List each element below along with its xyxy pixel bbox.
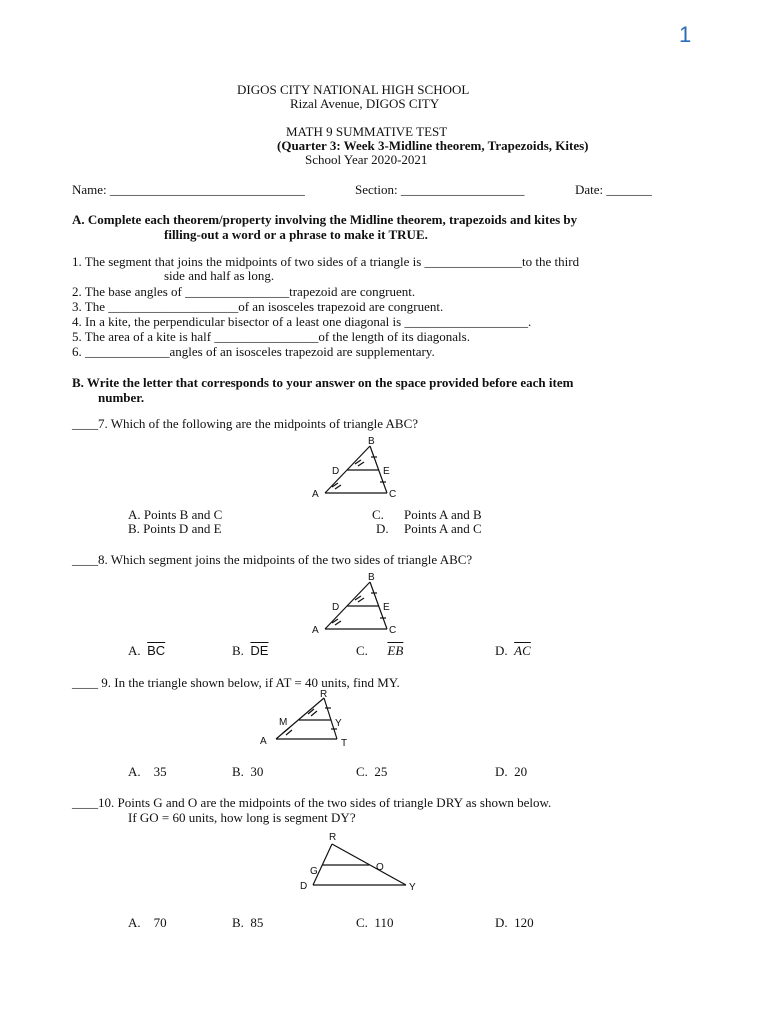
section-b-instruction-line2: number. xyxy=(98,390,145,405)
q9-label-a: A xyxy=(260,736,267,747)
q9-tick xyxy=(283,728,289,733)
q7-tick xyxy=(358,462,364,466)
q8-label-d: D xyxy=(332,602,340,613)
q8-label-b: B xyxy=(368,572,375,583)
q8-choice-b-segment: $\overline{DE}$ xyxy=(250,643,269,658)
section-a-instruction xyxy=(72,212,577,228)
q9-choice-c[interactable] xyxy=(356,764,387,780)
q9-choice-c-value: 25 xyxy=(374,764,388,779)
q9-choice-a-value: 35 xyxy=(153,764,167,779)
q10-choice-b-letter: B. xyxy=(232,915,244,930)
q10-label-g: G xyxy=(310,866,318,877)
question-7: ____7. Which of the following are the midpoints of triangle ABC? xyxy=(72,416,419,431)
q8-choice-a-segment: $\overline{BC}$ xyxy=(147,643,166,658)
page-number: 1 xyxy=(679,22,692,47)
q10-choice-c-value: 110 xyxy=(374,915,394,930)
q7-label-d: D xyxy=(332,466,340,477)
q7-label-a: A xyxy=(312,489,319,500)
question-10: ____10. Points G and O are the midpoints of the two sides of triangle DRY as shown below. xyxy=(72,795,552,810)
q10-triangle-figure xyxy=(296,830,426,894)
q8-triangle-figure xyxy=(305,572,405,638)
q7-choice-c-letter[interactable]: C. xyxy=(372,507,384,522)
q8-choice-d-letter: D. xyxy=(495,643,508,658)
q7-label-e: E xyxy=(383,466,390,477)
q8-choice-a-letter: A. xyxy=(128,643,141,658)
q9-tick xyxy=(311,711,317,716)
question-8: ____8. Which segment joins the midpoints of the two sides of triangle ABC? xyxy=(72,552,473,567)
date-field[interactable]: Date: _______ xyxy=(575,182,652,197)
q8-tick xyxy=(358,598,364,602)
q8-label-a: A xyxy=(312,625,319,636)
q9-label-r: R xyxy=(320,689,328,700)
q8-choice-d[interactable] xyxy=(495,643,531,659)
q9-triangle-figure xyxy=(256,688,360,750)
section-a-instruction-line1: . Complete each theorem/property involving the Midline theorem, trapezoids and kites by xyxy=(81,212,578,227)
section-a-label: A xyxy=(72,212,82,227)
q7-tick xyxy=(335,485,341,489)
item-6: 6. _____________angles of an isosceles trapezoid are supplementary. xyxy=(72,344,435,359)
school-year: School Year 2020-2021 xyxy=(305,152,428,167)
q10-choice-b[interactable] xyxy=(232,915,263,931)
item-1-cont: side and half as long. xyxy=(164,268,275,283)
q9-choice-b[interactable] xyxy=(232,764,263,780)
q9-choice-b-value: 30 xyxy=(250,764,264,779)
item-5: 5. The area of a kite is half ________________of the length of its diagonals. xyxy=(72,329,470,344)
q9-choice-d-letter: D. xyxy=(495,764,508,779)
name-field[interactable]: Name: ______________________________ xyxy=(72,182,305,197)
q10-label-y: Y xyxy=(409,882,416,893)
q8-choice-a[interactable] xyxy=(128,643,165,659)
q8-label-c: C xyxy=(389,625,397,636)
q9-label-y: Y xyxy=(335,718,342,729)
q9-label-m: M xyxy=(279,717,288,728)
q7-choice-a[interactable]: A. Points B and C xyxy=(128,507,223,522)
q8-label-e: E xyxy=(383,602,390,613)
q8-choice-c-letter: C. xyxy=(356,643,368,658)
q9-choice-a-letter: A. xyxy=(128,764,141,779)
q9-tick xyxy=(286,730,292,735)
question-10-line2: If GO = 60 units, how long is segment DY? xyxy=(128,810,356,825)
q9-choice-d[interactable] xyxy=(495,764,527,780)
q10-choice-c-letter: C. xyxy=(356,915,368,930)
q7-choice-d[interactable]: Points A and C xyxy=(404,521,482,536)
q9-choice-b-letter: B. xyxy=(232,764,244,779)
q7-label-c: C xyxy=(389,489,397,500)
q7-triangle-figure xyxy=(305,436,405,502)
q7-choice-c[interactable]: Points A and B xyxy=(404,507,482,522)
q10-choice-a-letter: A. xyxy=(128,915,141,930)
question-9: ____ 9. In the triangle shown below, if AT = 40 units, find MY. xyxy=(72,675,400,690)
q9-choice-d-value: 20 xyxy=(514,764,528,779)
q9-label-t: T xyxy=(341,738,348,749)
test-title: MATH 9 SUMMATIVE TEST xyxy=(286,124,448,139)
q7-label-b: B xyxy=(368,436,375,447)
q10-choice-d[interactable] xyxy=(495,915,534,931)
q8-choice-c[interactable] xyxy=(356,643,403,659)
q8-choice-c-segment: $\overline{EB}$ xyxy=(387,643,404,658)
q10-choice-b-value: 85 xyxy=(250,915,264,930)
section-field[interactable]: Section: ___________________ xyxy=(355,182,525,197)
item-2: 2. The base angles of ________________trapezoid are congruent. xyxy=(72,284,416,299)
q9-choice-c-letter: C. xyxy=(356,764,368,779)
q10-choice-d-value: 120 xyxy=(514,915,534,930)
school-address: Rizal Avenue, DIGOS CITY xyxy=(290,96,440,111)
item-4: 4. In a kite, the perpendicular bisector of a least one diagonal is ___________________. xyxy=(72,314,532,329)
q8-choice-b[interactable] xyxy=(232,643,268,659)
item-3: 3. The ____________________of an isosceles trapezoid are congruent. xyxy=(72,299,444,314)
q10-label-d: D xyxy=(300,881,308,892)
q10-choice-c[interactable] xyxy=(356,915,393,931)
q10-choice-a[interactable] xyxy=(128,915,167,931)
q8-choice-b-letter: B. xyxy=(232,643,244,658)
q10-choice-a-value: 70 xyxy=(153,915,167,930)
item-1: 1. The segment that joins the midpoints of two sides of a triangle is _______________to the third xyxy=(72,254,580,269)
q8-tick xyxy=(335,621,341,625)
q10-label-o: O xyxy=(376,862,384,873)
section-b-instruction: B. Write the letter that corresponds to your answer on the space provided before each item xyxy=(72,375,574,390)
q8-choice-d-segment: $\overline{AC}$ xyxy=(514,643,531,658)
q7-choice-b[interactable]: B. Points D and E xyxy=(128,521,222,536)
q10-label-r: R xyxy=(329,832,337,843)
section-a-instruction-line2: filling-out a word or a phrase to make it TRUE. xyxy=(164,227,428,242)
school-name: DIGOS CITY NATIONAL HIGH SCHOOL xyxy=(237,82,470,97)
quarter-subtitle: (Quarter 3: Week 3-Midline theorem, Trapezoids, Kites) xyxy=(277,138,589,153)
q7-choice-d-letter[interactable]: D. xyxy=(376,521,389,536)
q10-choice-d-letter: D. xyxy=(495,915,508,930)
q9-choice-a[interactable] xyxy=(128,764,167,780)
